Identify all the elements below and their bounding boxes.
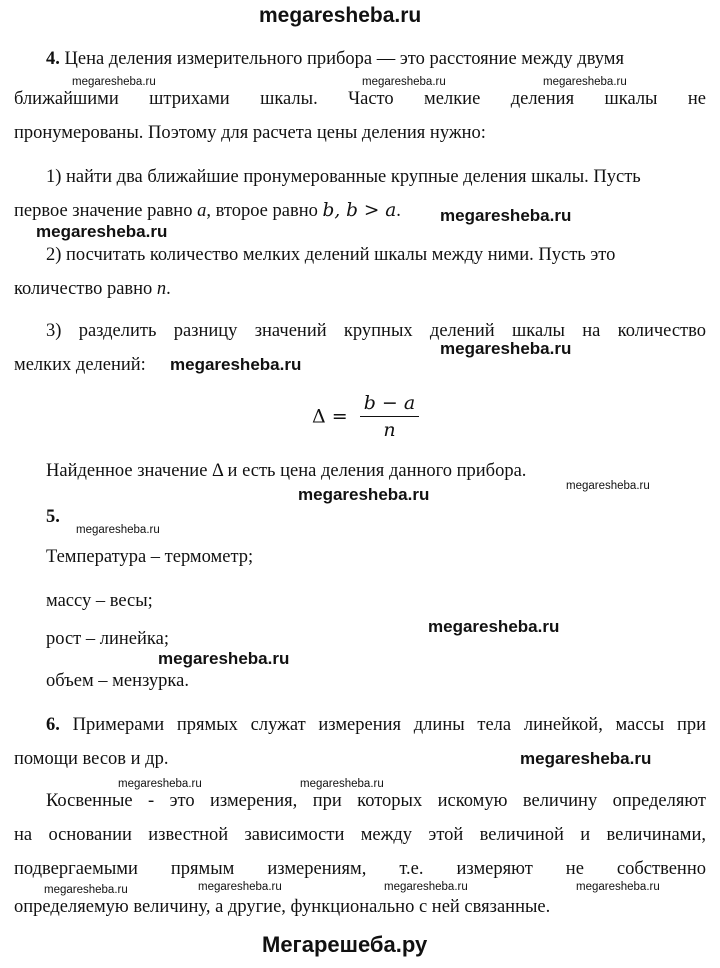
q4-step3-line1: 3) разделить разницу значений крупных делений шкалы на количество [46,321,706,341]
q5-item: массу – весы; [46,591,153,611]
q5-number-text: 5. [46,507,60,527]
q4-line1-text: Цена деления измерительного прибора — это расстояние между двумя [64,49,625,69]
watermark-small: megaresheba.ru [576,881,660,893]
watermark-small: megaresheba.ru [44,884,128,896]
watermark-small: megaresheba.ru [300,778,384,790]
q4-step1-end: . [396,201,401,221]
watermark-large: megaresheba.ru [440,206,572,225]
watermark-large: megaresheba.ru [440,339,572,358]
q6-p2-line2: на основании известной зависимости между этой величиной и величинами, [14,825,706,845]
site-footer: Мегарешеба.ру [262,932,428,957]
watermark-small: megaresheba.ru [118,778,202,790]
formula [312,392,419,441]
q4-step1-mid: , второе равно [206,201,318,221]
watermark-small: megaresheba.ru [384,881,468,893]
q6-p2-line4: определяемую величину, а другие, функционально с ней связанные. [14,897,551,917]
q4-line2: ближайшими штрихами шкалы. Часто мелкие деления шкалы не [14,89,706,109]
q4-number: 4. [46,49,60,69]
watermark-large: megaresheba.ru [520,749,652,768]
watermark-large: megaresheba.ru [428,617,560,636]
watermark-large: megaresheba.ru [36,222,168,241]
q6-line1 [46,714,706,736]
watermark-large: megaresheba.ru [170,355,302,374]
q5-item: объем – мензурка. [46,671,189,691]
q5-item: рост – линейка; [46,629,169,649]
formula-fraction [360,392,420,441]
q4-step3-line2: мелких делений: [14,355,146,375]
q6-number: 6. [46,715,60,735]
watermark-small: megaresheba.ru [76,524,160,536]
q4-step1-text: первое значение равно [14,201,193,221]
formula-lhs: Δ = [312,405,348,428]
formula-numerator: b − a [360,392,420,417]
watermark-small: megaresheba.ru [543,76,627,88]
q4-step2-n: n [156,279,167,299]
q4-step1-a: a [197,201,207,221]
q6-p2-line1: Косвенные - это измерения, при которых искомую величину определяют [46,791,706,811]
q4-step2-line2 [14,278,171,300]
watermark-large: megaresheba.ru [158,649,290,668]
formula-denominator: n [383,419,396,441]
watermark-small: megaresheba.ru [566,480,650,492]
q4-step1-line2 [14,200,401,222]
q4-conclusion: Найденное значение Δ и есть цена деления данного прибора. [46,461,527,481]
q6-line1-text: Примерами прямых служат измерения длины тела линейкой, массы при [72,715,706,735]
q4-step1-line1: 1) найти два ближайшие пронумерованные крупные деления шкалы. Пусть [46,167,641,187]
q4-step2-line1: 2) посчитать количество мелких делений шкалы между ними. Пусть это [46,245,616,265]
q6-line2: помощи весов и др. [14,749,169,769]
q4-step2-text: количество равно [14,279,153,299]
q4-step2-end: . [166,279,171,299]
q6-p2-line3: подвергаемыми прямым измерениям, т.е. измеряют не собственно [14,859,706,879]
watermark-small: megaresheba.ru [362,76,446,88]
q4-line1 [46,48,706,70]
watermark-large: megaresheba.ru [298,485,430,504]
q5-number [46,506,60,528]
watermark-small: megaresheba.ru [72,76,156,88]
q4-line3: пронумерованы. Поэтому для расчета цены деления нужно: [14,123,486,143]
q4-step1-math: b, b > a [322,200,397,221]
watermark-small: megaresheba.ru [198,881,282,893]
site-header: megaresheba.ru [259,4,422,27]
q5-item: Температура – термометр; [46,547,254,567]
